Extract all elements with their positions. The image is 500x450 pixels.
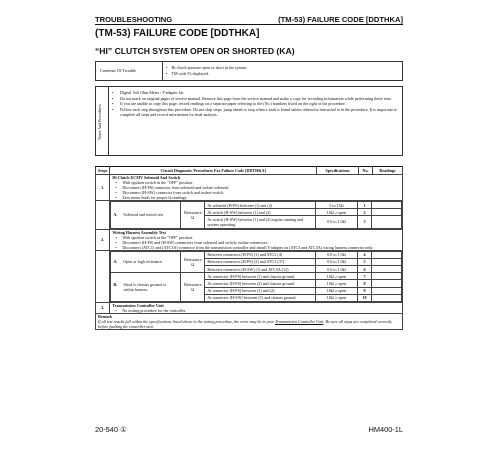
reading-number: 6 [358,265,372,272]
step-bullets [112,180,400,200]
step-number: 2. [96,229,110,250]
col-header-specifications: Specifications [317,167,359,175]
spec-value: 0.0 to 1.0Ω [316,251,358,258]
table-row [96,175,403,201]
table-row [96,250,403,302]
reading-number: 3 [358,216,372,228]
list-item: • Do not mark on original pages of service manual. Remove this page from the service manual and make a copy for recording information while performing these tests. [112,96,400,102]
reading-field[interactable] [372,209,402,216]
notes-label: Notes And Procedures [97,104,102,140]
step-number: 3. [96,302,110,313]
list-item: • Disconnect (H-PS) connector from solenoid and isolate solenoid. [112,185,400,190]
table-row [111,273,402,280]
list-item: • Digital Volt Ohm Meter / T-adapter kit. [112,90,400,96]
reading-field[interactable] [372,202,402,209]
reading-number: 10 [358,294,372,301]
table-header-row [96,167,403,175]
reading-field[interactable] [372,265,402,272]
header-section-title: TROUBLESHOOTING [95,15,173,24]
page-header [95,15,403,25]
step-bullets [112,235,400,250]
table-row [111,251,402,258]
list-item: • With ignition switch in the "OFF" position. [112,235,400,240]
list-item: • Hi clutch pressure open or short in the system. [166,65,248,71]
measurement: Between connectors (H-SW) (1) and ATC3A (12) [205,265,316,272]
sub-test-label: A. Solenoid and switch test [111,202,181,229]
measurement: At connector (H-PS) between (1) and (2). [205,287,316,294]
col-header-readings: Readings [373,167,403,175]
list-item: • Disconnect (ATC1) and (ATC3A) connector from the transmission controller and install T-adapter on (ATC3 and ATC3A) wiring harness connector only. [112,245,400,250]
list-item: • Disconnect (H-PS) and (H-SW) connectors from solenoid and switch; isolate connectors. [112,240,400,245]
step-title: Wiring Harness Assembly Test [112,229,166,235]
contents-of-trouble-box [95,61,403,81]
diagnostic-procedure-table [95,166,403,330]
remark-cell [96,313,403,329]
remark-text: If all test results fall within the specifications listed above in the testing procedure, the error may be in your Transmission Controller Unit. Be sure all steps are completed correctly before faulting the controller unit. [98,318,393,329]
measurement: At connector (H-SW) between (1) and chassis ground. [205,294,316,301]
measure-type: Resistance Ω [181,251,205,273]
spec-value: 0.0 to 1.0Ω [316,265,358,272]
list-item: • TM code 53 displayed. [166,71,248,77]
header-failure-code: (TM-53) FAILURE CODE [DDTHKA] [278,15,403,24]
reading-number: 1 [358,202,372,209]
transmission-controller-link: Transmission Controller Unit [275,318,324,324]
remark-label: Remark [98,313,113,319]
reading-number: 8 [358,280,372,287]
step-title: Transmission Controller Unit [112,302,164,308]
spec-value: 10Ω ≥ open [316,273,358,280]
sub-test-cell [110,250,403,302]
measurement: At switch (H-SW) between (1) and (2) engine running and system operating. [205,216,316,228]
list-item: • Disconnect (H-SW) connector from switch and isolate switch. [112,190,400,195]
spec-value: 0.0 to 1.0Ω [316,258,358,265]
reading-field[interactable] [372,251,402,258]
measure-type: Resistance Ω [181,202,205,229]
step-title: Hi Clutch ECMV Solenoid And Switch [112,175,181,180]
reading-field[interactable] [372,216,402,228]
reading-number: 5 [358,258,372,265]
contents-list [166,65,248,77]
spec-value: 10Ω ≥ open [316,287,358,294]
notes-list [112,90,400,118]
reading-number: 9 [358,287,372,294]
step-description [110,175,403,201]
reading-field[interactable] [372,280,402,287]
reading-number: 7 [358,273,372,280]
list-item: • Follow each step throughout this procedure. Do not skip steps, jump ahead or stop when a fault is found unless otherwise instructed to in the procedure. It is important to complete all steps and record information for final analysis. [112,107,400,118]
page-subtitle: “HI” CLUTCH SYSTEM OPEN OR SHORTED (KA) [95,46,295,56]
notes-and-procedures-box [95,86,403,156]
table-row [111,202,402,209]
step-description [110,302,403,313]
page-number: 20-540 ① [95,425,127,434]
sub-test-label: B. Short to chassis ground or within harness. [111,273,181,302]
measurement: At solenoid (H-PS) between (1) and (2) [205,202,316,209]
table-row [96,302,403,313]
step-bullets [112,308,400,313]
model-number: HM400-1L [368,425,403,434]
measurement: At connector (H-PS) between (2) and chassis ground. [205,280,316,287]
list-item: • No testing procedure for the controller. [112,308,400,313]
reading-field[interactable] [372,258,402,265]
table-row [96,313,403,329]
list-item: • If you are unable to copy this page, record readings on a separate paper referring to the (No.) numbers listed on the right of the procedure. [112,101,400,107]
spec-value: 10Ω ≥ open [316,294,358,301]
sub-test-label: A. Open or high resistance [111,251,181,273]
step-number: 1. [96,175,110,201]
list-item: • With ignition switch in the "OFF" position. [112,180,400,185]
spec-value: 0.0 to 1.0Ω [316,216,358,228]
measurement: Between connectors (H-PS) (2) and ATC3 (37) [205,258,316,265]
reading-number: 4 [358,251,372,258]
reading-field[interactable] [372,273,402,280]
spec-value: 10Ω ≥ open [316,209,358,216]
sub-test-cell [110,201,403,230]
table-row [96,201,403,230]
col-header-steps: Steps [96,167,110,175]
spec-value: 10Ω ≥ open [316,280,358,287]
reading-field[interactable] [372,294,402,301]
reading-number: 2 [358,209,372,216]
measurement: Between connectors (H-PS) (1) and ATC3 (4) [205,251,316,258]
spec-value: 5 to 15Ω [316,202,358,209]
sub-test-table [110,201,402,229]
measure-type: Resistance Ω [181,273,205,302]
col-header-no: No. [359,167,373,175]
page-title: (TM-53) FAILURE CODE [DDTHKA] [95,28,260,39]
sub-test-table [110,251,402,302]
reading-field[interactable] [372,287,402,294]
step-description [110,229,403,250]
divider [108,87,109,155]
list-item: • Zero meter leads for proper Ω readings. [112,195,400,200]
col-header-procedure: Circuit Diagnostic Procedures For Failure Code [DDTHKA] [110,167,317,175]
divider [162,62,163,80]
measurement: At connector (H-PS) between (1) and chassis ground. [205,273,316,280]
table-row [96,229,403,250]
measurement: At switch (H-SW) between (1) and (2) [205,209,316,216]
contents-label: Contents Of Trouble [100,68,137,73]
